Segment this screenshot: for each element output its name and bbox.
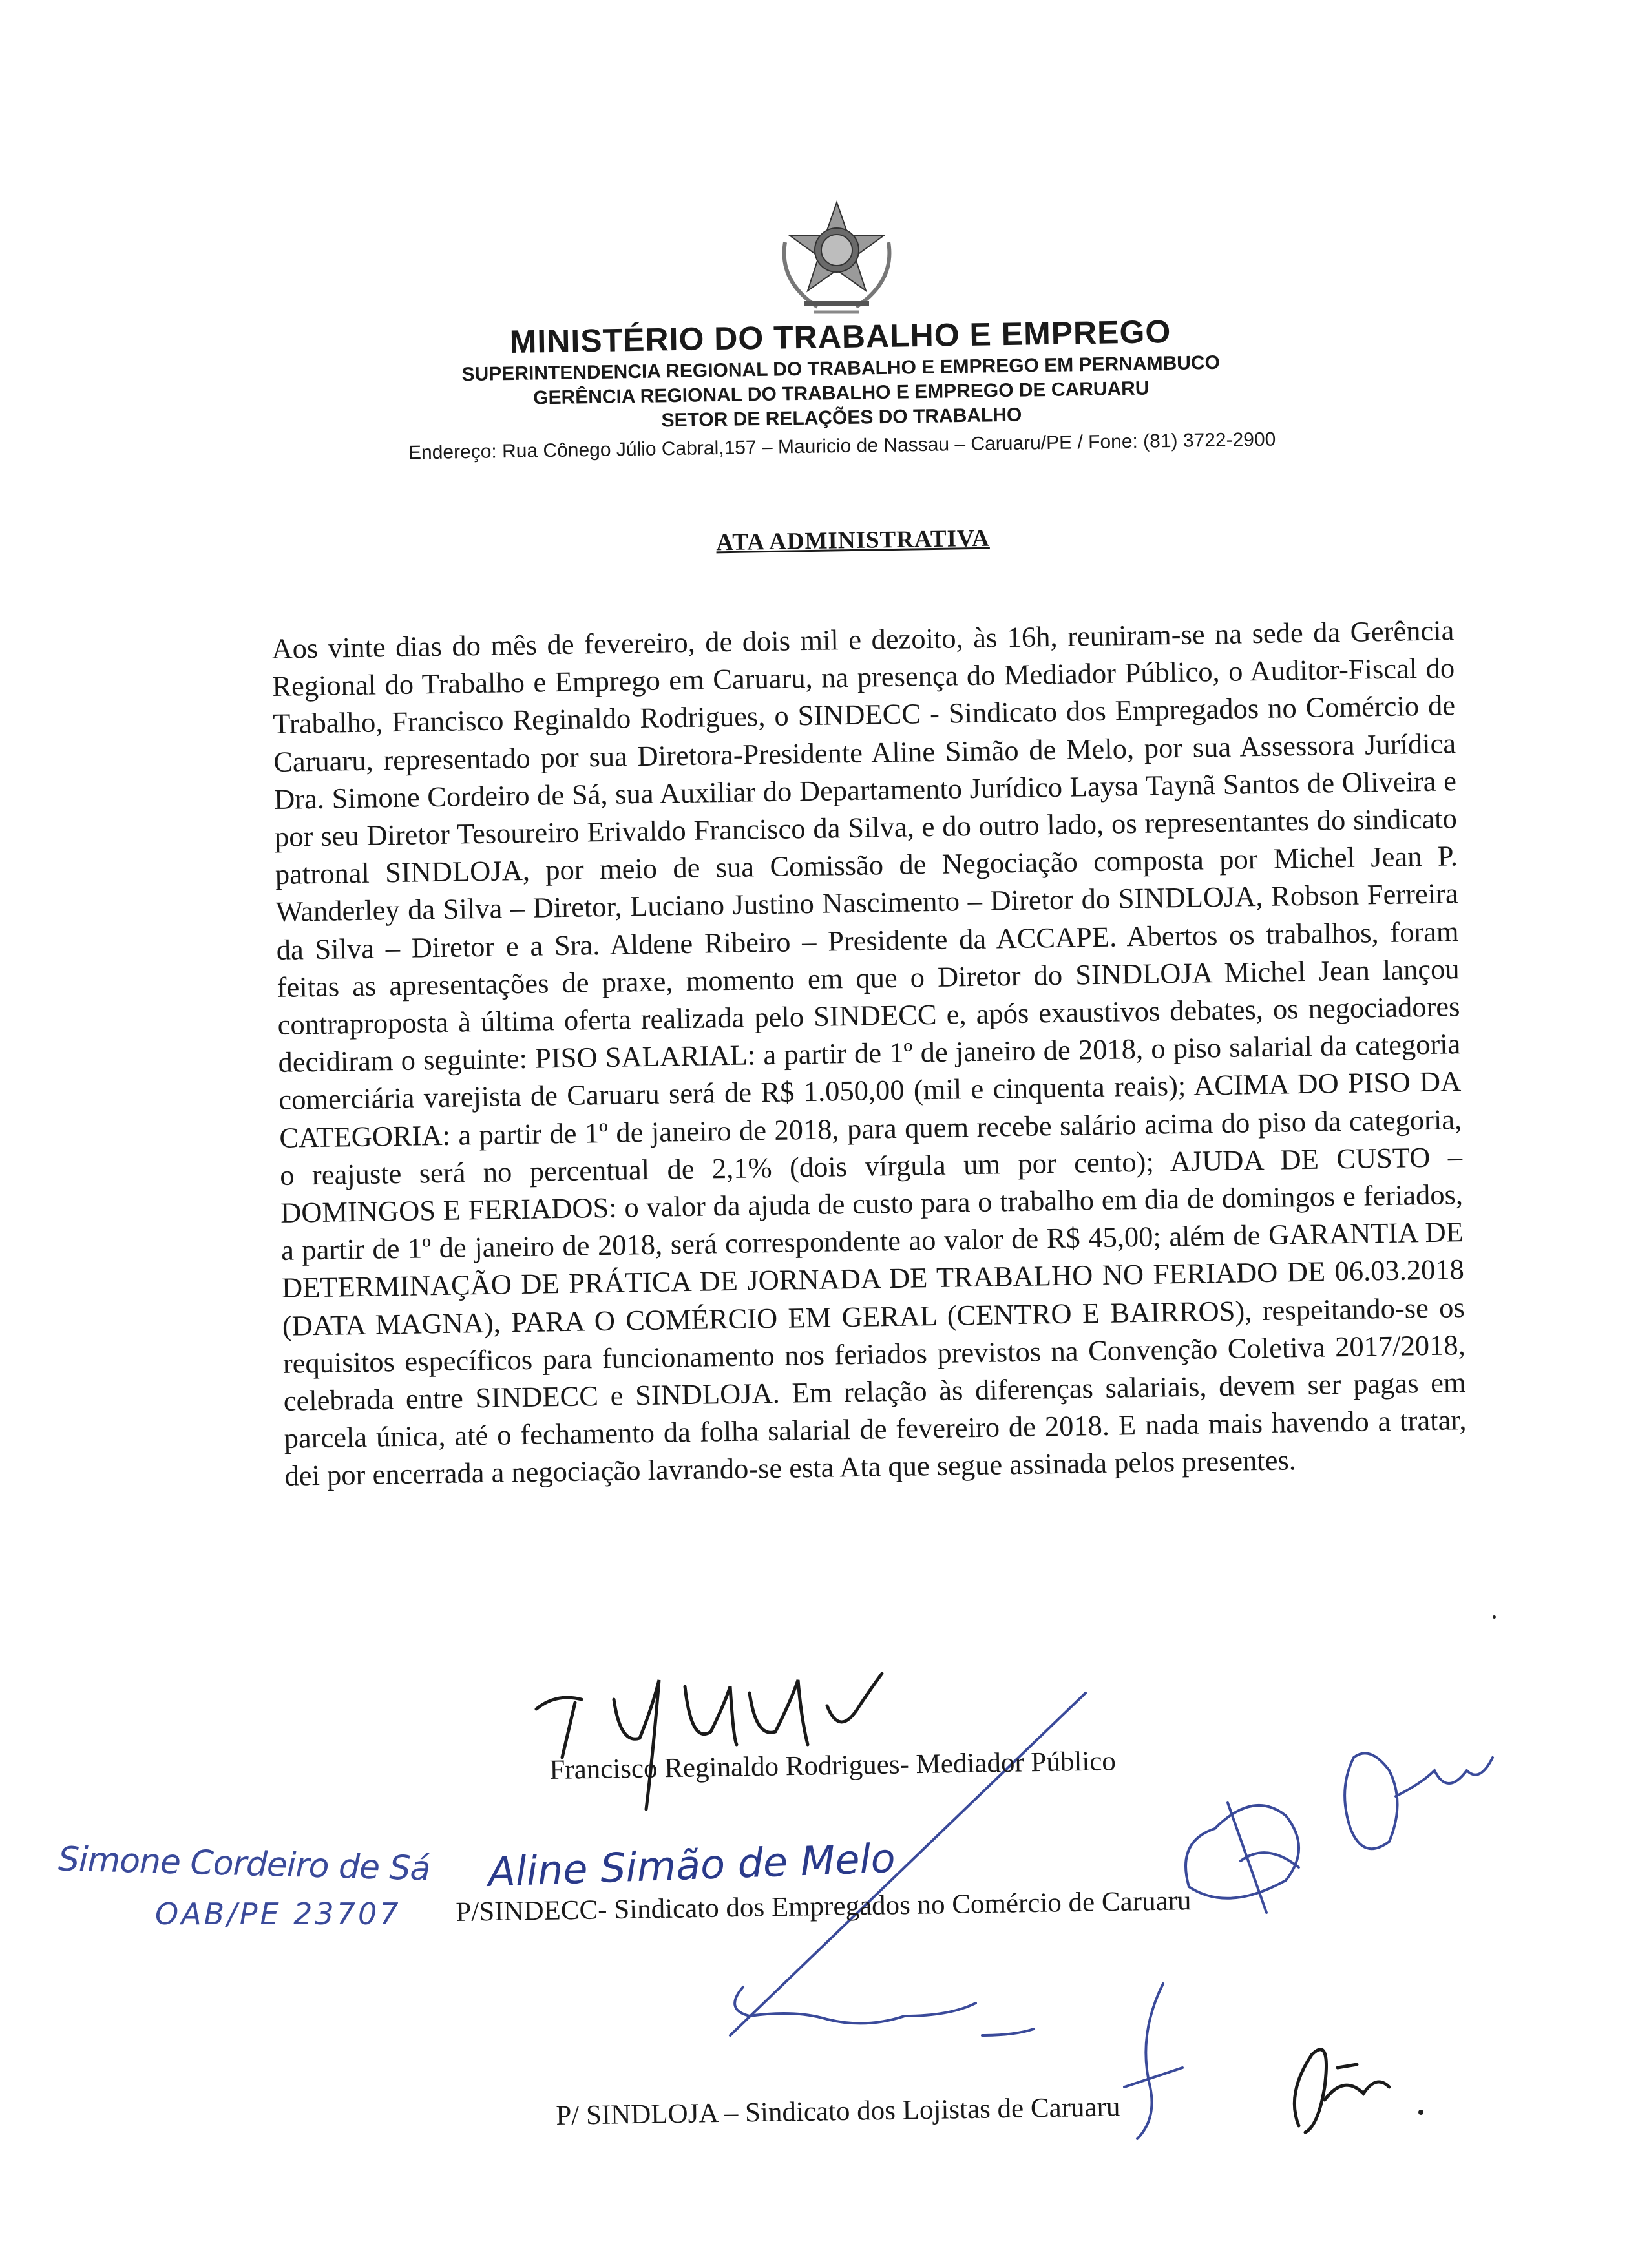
document-title: ATA ADMINISTRATIVA [716, 525, 990, 556]
stray-ink-dot [1418, 2110, 1423, 2115]
office-address: Endereço: Rua Cônego Júlio Cabral,157 – Mauricio de Nassau – Caruaru/PE / Fone: (81) 3722-2900 [408, 428, 1276, 464]
letterhead [323, 308, 1359, 467]
ministry-name: MINISTÉRIO DO TRABALHO E EMPREGO [509, 313, 1171, 361]
mediator-signature [536, 1674, 882, 1809]
document-body: Aos vinte dias do mês de fevereiro, de dois mil e dezoito, às 16h, reuniram-se na sede da Gerência Regional do Trabalho e Emprego em Caruaru, na presença do Mediador Público, o Auditor-Fiscal do Trabalho, Francisco Reginaldo Rodrigues, o SINDECC - Sindicato dos Empregados no Comércio de Caruaru, representado por sua Diretora-Presidente Aline Simão de Melo, por sua Assessora Jurídica Dra. Simone Cordeiro de Sá, sua Auxiliar do Departamento Jurídico Laysa Taynã Santos de Oliveira e por seu Diretor Tesoureiro Erivaldo Francisco da Silva, e do outro lado, os representantes do sindicato patronal SINDLOJA, por meio de sua Comissão de Negociação composta por Michel Jean P. Wanderley da Silva – Diretor, Luciano Justino Nascimento – Diretor do SINDLOJA, Robson Ferreira da Silva – Diretor e a Sra. Aldene Ribeiro – Presidente da ACCAPE. Abertos os trabalhos, foram feitas as apresentações de praxe, momento em que o Diretor do SINDLOJA Michel Jean lançou contraproposta à última oferta realizada pelo SINDECC e, após exaustivos debates, os negociadores decidiram o seguinte: PISO SALARIAL: a partir de 1º de janeiro de 2018, o piso salarial da categoria comerciária varejista de Caruaru será de R$ 1.050,00 (mil e cinquenta reais); ACIMA DO PISO DA CATEGORIA: a partir de 1º de janeiro de 2018, para quem recebe salário acima do piso da categoria, o reajuste será no percentual de 2,1% (dois vírgula um por cento); AJUDA DE CUSTO – DOMINGOS E FERIADOS: o valor da ajuda de custo para o trabalho em dia de domingos e feriados, a partir de 1º de janeiro de 2018, será correspondente ao valor de R$ 45,00; além de GARANTIA DE DETERMINAÇÃO DE PRÁTICA DE JORNADA DE TRABALHO NO FERIADO DE 06.03.2018 (DATA MAGNA), PARA O COMÉRCIO EM GERAL (CENTRO E BAIRROS), respeitando-se os requisitos específicos para funcionamento nos feriados previstos na Convenção Coletiva 2017/2018, celebrada entre SINDECC e SINDLOJA. Em relação às diferenças salariais, devem ser pagas em parcela única, até o fechamento da folha salarial de fevereiro de 2018. E nada mais havendo a tratar, dei por encerrada a negociação lavrando-se esta Ata que segue assinada pelos presentes. [271, 614, 1467, 1493]
handwritten-name-simone: Simone Cordeiro de Sá [58, 1840, 431, 1889]
brazil-coat-of-arms-icon [766, 197, 908, 326]
handwritten-oab-number: OAB/PE 23707 [155, 1896, 401, 1931]
handwritten-name-aline: Aline Simão de Melo [487, 1834, 896, 1896]
superintendence-name: SUPERINTENDENCIA REGIONAL DO TRABALHO E EMPREGO EM PERNAMBUCO [461, 352, 1221, 386]
mediator-signature-label: Francisco Reginaldo Rodrigues- Mediador Público [549, 1746, 1117, 1785]
sindloja-signature-label: P/ SINDLOJA – Sindicato dos Lojistas de Caruaru [556, 2092, 1120, 2131]
regional-management-name: GERÊNCIA REGIONAL DO TRABALHO E EMPREGO DE CARUARU [532, 377, 1150, 409]
sector-name: SETOR DE RELAÇÕES DO TRABALHO [661, 404, 1022, 432]
sindecc-signature-label: P/SINDECC- Sindicato dos Empregados no Comércio de Caruaru [456, 1885, 1192, 1927]
stray-ink-dot [1493, 1615, 1496, 1619]
